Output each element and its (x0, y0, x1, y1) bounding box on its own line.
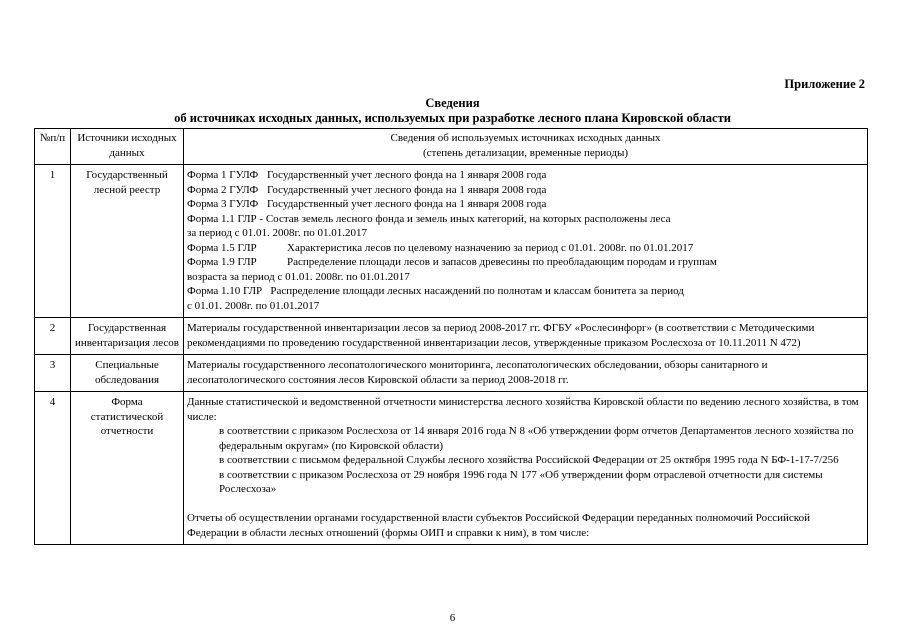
title-line-2: об источниках исходных данных, используемых при разработке лесного плана Кировской области (174, 111, 731, 125)
row-source: Государственный лесной реестр (71, 165, 184, 318)
row-info: Материалы государственной инвентаризации лесов за период 2008-2017 гг. ФГБУ «Рослесинфорг» (в соответствии с Методическими рекомендациями по проведению государственной инвентаризации лесов, утвержденные приказом Рослесхоза от 10.11.2011 N 472) (184, 318, 868, 355)
page-number: 6 (449, 612, 456, 624)
table-row (35, 355, 868, 392)
form-text: Государственный учет лесного фонда на 1 января 2008 года (267, 198, 547, 210)
table-row (35, 318, 868, 355)
header-info (184, 129, 868, 165)
row-info: Материалы государственного лесопатологического мониторинга, лесопатологических обследовании, обзоры санитарного и лесопатологического состояния лесов Кировской области за период 2008-2018 гг. (184, 355, 868, 392)
form-line-continuation: за период с 01.01. 2008г. по 01.01.2017 (187, 227, 367, 239)
form-code: Форма 3 ГУЛФ (187, 198, 259, 210)
form-line (187, 284, 864, 299)
table-row (35, 165, 868, 318)
sources-table (34, 128, 868, 545)
row-source: Форма статистической отчетности (71, 392, 184, 545)
form-code: Форма 1.10 ГЛР (187, 285, 263, 297)
title-line-1: Сведения (425, 96, 480, 110)
form-line (187, 241, 864, 256)
form-line (187, 168, 864, 183)
form-text: Распределение площади лесных насаждений по полнотам и классам бонитета за период (270, 285, 684, 297)
row-number: 2 (35, 318, 71, 355)
form-code: Форма 1.5 ГЛР (187, 241, 257, 254)
row-source: Специальные обследования (71, 355, 184, 392)
form-text: Государственный учет лесного фонда на 1 января 2008 года (267, 183, 547, 196)
row-number: 1 (35, 165, 71, 318)
header-info-line-2: (степень детализации, временные периоды) (422, 146, 629, 159)
form-text: Состав земель лесного фонда и земель иных категорий, на которых расположены леса (265, 212, 671, 225)
form-line-continuation: с 01.01. 2008г. по 01.01.2017 (187, 299, 320, 312)
header-source: Источники исходных данных (71, 129, 184, 165)
row-source: Государственная инвентаризация лесов (71, 318, 184, 355)
row-intro: Данные статистической и ведомственной отчетности министерства лесного хозяйства Кировской области по ведению лесного хозяйства, в том числе: (187, 396, 859, 423)
table-row (35, 392, 868, 545)
table-header-row (35, 129, 868, 165)
form-line (187, 197, 864, 212)
header-num: №п/п (35, 129, 71, 165)
form-code: Форма 2 ГУЛФ (187, 183, 259, 196)
form-code: Форма 1.1 ГЛР - (187, 212, 264, 225)
document-title (0, 96, 905, 126)
list-item: в соответствии с письмом федеральной Службы лесного хозяйства Российской Федерации от 25 октября 1995 года N БФ-1-17-7/256 (219, 454, 839, 466)
row-outro: Отчеты об осуществлении органами государственной власти субъектов Российской Федерации переданных полномочий Российской Федерации в области лесных отношений (формы ОИП и справки к ним), в том числе: (187, 512, 810, 539)
blank-line (187, 497, 864, 512)
form-line (187, 183, 864, 198)
row-number: 4 (35, 392, 71, 545)
form-code: Форма 1.9 ГЛР (187, 256, 257, 268)
form-line (187, 255, 864, 270)
form-text: Государственный учет лесного фонда на 1 января 2008 года (267, 169, 547, 181)
list-item: в соответствии с приказом Рослесхоза от 29 ноября 1996 года N 177 «Об утверждении форм отраслевой отчетности для системы Рослесхоза» (219, 468, 823, 495)
row-number: 3 (35, 355, 71, 392)
row-info (184, 165, 868, 318)
form-text: Характеристика лесов по целевому назначению за период с 01.01. 2008г. по 01.01.2017 (287, 241, 694, 254)
row-info (184, 392, 868, 545)
appendix-label: Приложение 2 (784, 77, 865, 91)
form-line (187, 212, 864, 227)
header-info-line-1: Сведения об используемых источниках исходных данных (390, 132, 661, 144)
form-code: Форма 1 ГУЛФ (187, 169, 259, 181)
form-text: Распределение площади лесов и запасов древесины по преобладающим породам и группам (287, 256, 717, 268)
list-item: в соответствии с приказом Рослесхоза от 14 января 2016 года N 8 «Об утверждении форм отчетов Департаментов лесного хозяйства по федеральным округам» (по Кировской области) (219, 425, 854, 452)
form-line-continuation: возраста за период с 01.01. 2008г. по 01.01.2017 (187, 270, 410, 283)
